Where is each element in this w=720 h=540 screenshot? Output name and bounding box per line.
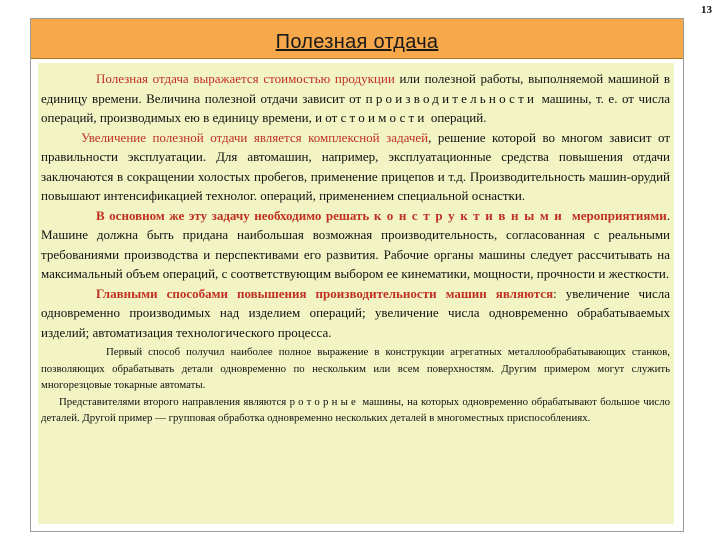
spaced-term: производительности (365, 90, 538, 106)
highlight-term: Увеличение полезной отдачи является комплексной задачей (81, 129, 429, 145)
paragraph-useful-output (41, 69, 670, 128)
highlight-term: В основном же эту задачу необходимо решать (96, 207, 374, 223)
highlight-term: мероприятиями (567, 207, 667, 223)
spaced-term: роторные (289, 395, 360, 408)
paragraph-text: . Машине должна быть придана наибольшая возможная производительность, согласованная с реальными требованиями производства и перспективами его развития. Рабочие органы машины следует рассчитывать на максимальный объем операций, с соответствующим выбором ее кинематики, мощности, прочности и жесткости. (41, 207, 670, 281)
spaced-term: конструктивными (373, 207, 568, 223)
spaced-term: стоимости (340, 110, 428, 125)
paragraph-text: или полезной работы, выполняемой машиной в единицу времени. Величина полезной отдачи зависит от (41, 71, 670, 106)
paragraph-second-direction (41, 394, 670, 427)
title-bar (31, 19, 683, 59)
slide-title: Полезная отдача (275, 31, 439, 53)
highlight-term: Полезная отдача выражается стоимостью продукции (96, 71, 395, 86)
paragraph-complex-task (41, 128, 670, 206)
paragraph-text: операций. (427, 110, 487, 125)
paragraph-text: Представителями второго направления являются (59, 395, 290, 408)
paragraph-text: , решение которой во многом зависит от правильности эксплуатации. Для автомашин, например, эксплуатационные средства повышения отдачи заключаются в сокращении холостых пробегов, применение прицепов и т.д. Производительность машин-орудий повышают интенсификацией технолог. операций, применением специальной оснастки. (41, 129, 670, 203)
paragraph-text: : увеличение числа одновременно производимых над изделием операций; увеличение числа одновременно обрабатываемых изделий; автоматизация технологического процесса. (41, 285, 670, 340)
paragraph-main-methods (41, 284, 670, 343)
content-box (38, 63, 674, 524)
highlight-term: Главными способами повышения производительности машин являются (96, 285, 554, 301)
paragraph-constructive (41, 206, 670, 284)
slide-frame (30, 18, 684, 532)
paragraph-text: Первый способ получил наиболее полное выражение в конструкции агрегатных металлообрабатывающих станков, позволяющих обрабатывать детали одновременно по нескольким или всем поверхностям. Другим примером могут служить многорезцовые токарные автоматы. (41, 346, 670, 392)
page-number: 13 (701, 4, 712, 16)
paragraph-text: машины, на которых одновременно обрабатывают большое число деталей. Другой пример — групповая обработка одновременно нескольких деталей в многоместных приспособлениях. (41, 395, 670, 425)
paragraph-text: машины, т. е. от числа операций, производимых ею в единицу времени, и от (41, 90, 670, 125)
paragraph-first-method (41, 344, 670, 394)
